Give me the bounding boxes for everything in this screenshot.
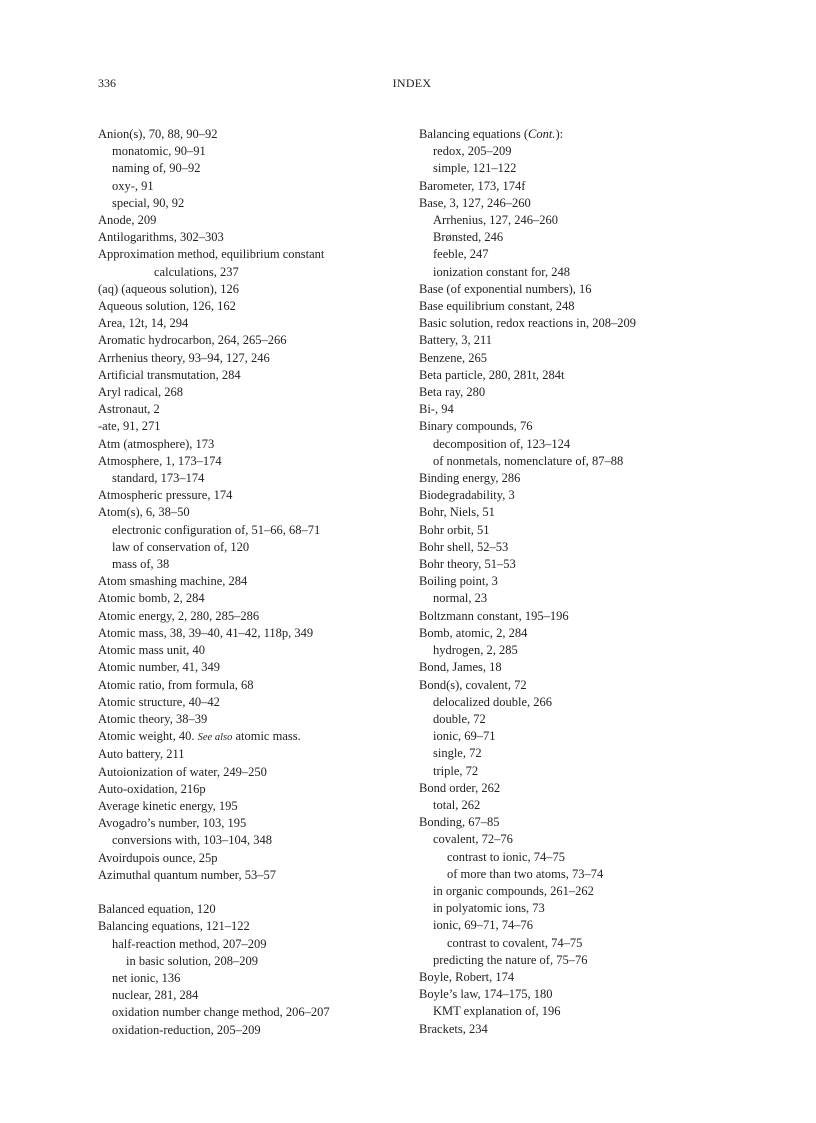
index-subentry: in organic compounds, 261–262 [433,883,594,898]
index-subentry: electronic configuration of, 51–66, 68–71 [112,522,321,537]
index-entry: Atom(s), 6, 38–50 [98,505,190,520]
index-subentry: in polyatomic ions, 73 [433,901,545,916]
index-entry: Atm (atmosphere), 173 [98,436,215,451]
index-entry: Atomic bomb, 2, 284 [98,591,205,606]
index-entry: Bohr theory, 51–53 [419,557,516,572]
index-column-right [419,126,759,1038]
index-entry: Bond(s), covalent, 72 [419,677,527,692]
index-entry: Artificial transmutation, 284 [98,367,241,382]
index-entry: Boltzmann constant, 195–196 [419,608,569,623]
index-entry: Bohr, Niels, 51 [419,505,495,520]
index-entry: Biodegradability, 3 [419,488,515,503]
index-entry: Benzene, 265 [419,350,488,365]
index-subentry: ionization constant for, 248 [433,264,570,279]
index-entry: Auto battery, 211 [98,747,185,762]
index-subentry: double, 72 [433,711,486,726]
index-entry: Aryl radical, 268 [98,385,184,400]
index-entry: (aq) (aqueous solution), 126 [98,281,239,296]
index-entry: Arrhenius theory, 93–94, 127, 246 [98,350,270,365]
index-entry: Balanced equation, 120 [98,902,216,917]
index-entry: Atomic energy, 2, 280, 285–286 [98,608,260,623]
index-subentry: in basic solution, 208–209 [126,953,258,968]
index-subentry: simple, 121–122 [433,161,517,176]
page-header [98,76,726,92]
index-subentry: redox, 205–209 [433,144,512,159]
index-entry: Antilogarithms, 302–303 [98,230,224,245]
index-entry: Base (of exponential numbers), 16 [419,281,592,296]
index-entry: Bi-, 94 [419,402,454,417]
index-subentry: ionic, 69–71 [433,729,496,744]
page-number: 336 [98,76,116,90]
index-entry: Atom smashing machine, 284 [98,574,248,589]
index-subentry: special, 90, 92 [112,195,185,210]
index-subentry: law of conservation of, 120 [112,539,250,554]
index-subentry: standard, 173–174 [112,471,205,486]
index-entry: Atmosphere, 1, 173–174 [98,453,222,468]
index-entry: Balancing equations (Cont.): [419,127,564,141]
index-entry: Anode, 209 [98,213,157,228]
index-entry: Bonding, 67–85 [419,815,500,830]
index-subentry: half-reaction method, 207–209 [112,936,267,951]
index-subentry: calculations, 237 [154,264,239,279]
index-entry: Bohr orbit, 51 [419,522,490,537]
index-subentry: contrast to covalent, 74–75 [447,935,583,950]
index-entry: Bond, James, 18 [419,660,502,675]
index-subentry: covalent, 72–76 [433,832,513,847]
index-entry: Binding energy, 286 [419,471,521,486]
index-entry: Barometer, 173, 174f [419,178,526,193]
index-entry: Base, 3, 127, 246–260 [419,195,531,210]
index-entry: Boyle’s law, 174–175, 180 [419,987,553,1002]
index-subentry: of more than two atoms, 73–74 [447,866,604,881]
index-entry: Boiling point, 3 [419,574,498,589]
index-subentry: oxy-, 91 [112,178,154,193]
index-entry: Battery, 3, 211 [419,333,493,348]
index-entry: Avoirdupois ounce, 25p [98,850,218,865]
index-subentry: single, 72 [433,746,482,761]
index-subentry: hydrogen, 2, 285 [433,643,518,658]
index-entry: Atmospheric pressure, 174 [98,488,233,503]
index-entry: Average kinetic energy, 195 [98,798,238,813]
index-entry: Basic solution, redox reactions in, 208–209 [419,316,636,331]
index-entry: Avogadro’s number, 103, 195 [98,816,247,831]
index-entry: Boyle, Robert, 174 [419,969,515,984]
index-entry: Beta ray, 280 [419,385,486,400]
index-subentry: nuclear, 281, 284 [112,988,199,1003]
index-subentry: contrast to ionic, 74–75 [447,849,566,864]
index-subentry: oxidation-reduction, 205–209 [112,1022,261,1037]
index-entry: Auto-oxidation, 216p [98,781,206,796]
index-entry: Atomic mass unit, 40 [98,643,205,658]
index-subentry: decomposition of, 123–124 [433,436,571,451]
index-entry: Base equilibrium constant, 248 [419,299,575,314]
index-subentry: of nonmetals, nomenclature of, 87–88 [433,453,624,468]
index-subentry: Arrhenius, 127, 246–260 [433,213,558,228]
index-column-left [98,126,438,1039]
index-entry: Area, 12t, 14, 294 [98,316,189,331]
index-subentry: feeble, 247 [433,247,489,262]
index-entry: Astronaut, 2 [98,402,160,417]
index-subentry: naming of, 90–92 [112,161,201,176]
index-subentry: normal, 23 [433,591,488,606]
running-head: INDEX [392,76,432,90]
index-entry: -ate, 91, 271 [98,419,161,434]
index-subentry: triple, 72 [433,763,479,778]
index-entry: Beta particle, 280, 281t, 284t [419,367,565,382]
index-subentry: ionic, 69–71, 74–76 [433,918,533,933]
index-entry: Azimuthal quantum number, 53–57 [98,867,276,882]
index-subentry: oxidation number change method, 206–207 [112,1005,330,1020]
index-entry: Atomic weight, 40. See also atomic mass. [98,729,301,744]
index-entry: Anion(s), 70, 88, 90–92 [98,127,218,141]
index-subentry: mass of, 38 [112,557,170,572]
index-subentry: Brønsted, 246 [433,230,504,245]
index-entry: Atomic number, 41, 349 [98,660,221,675]
index-entry: Atomic ratio, from formula, 68 [98,677,254,692]
index-entry: Brackets, 234 [419,1021,488,1036]
index-subentry: monatomic, 90–91 [112,144,206,159]
index-entry: Bomb, atomic, 2, 284 [419,625,528,640]
index-entry: Autoionization of water, 249–250 [98,764,267,779]
index-entry: Aromatic hydrocarbon, 264, 265–266 [98,333,287,348]
index-subentry: total, 262 [433,797,481,812]
index-subentry: delocalized double, 266 [433,694,553,709]
index-entry: Atomic theory, 38–39 [98,711,208,726]
index-entry: Bond order, 262 [419,780,501,795]
index-entry: Atomic structure, 40–42 [98,694,220,709]
index-entry: Aqueous solution, 126, 162 [98,299,236,314]
index-entry: Bohr shell, 52–53 [419,539,509,554]
index-entry: Approximation method, equilibrium constant [98,247,325,262]
index-subentry: conversions with, 103–104, 348 [112,833,273,848]
index-subentry: KMT explanation of, 196 [433,1004,561,1019]
index-subentry: net ionic, 136 [112,970,181,985]
index-gap [98,884,438,901]
index-entry: Balancing equations, 121–122 [98,919,250,934]
index-entry: Binary compounds, 76 [419,419,533,434]
index-subentry: predicting the nature of, 75–76 [433,952,588,967]
index-entry: Atomic mass, 38, 39–40, 41–42, 118p, 349 [98,625,314,640]
